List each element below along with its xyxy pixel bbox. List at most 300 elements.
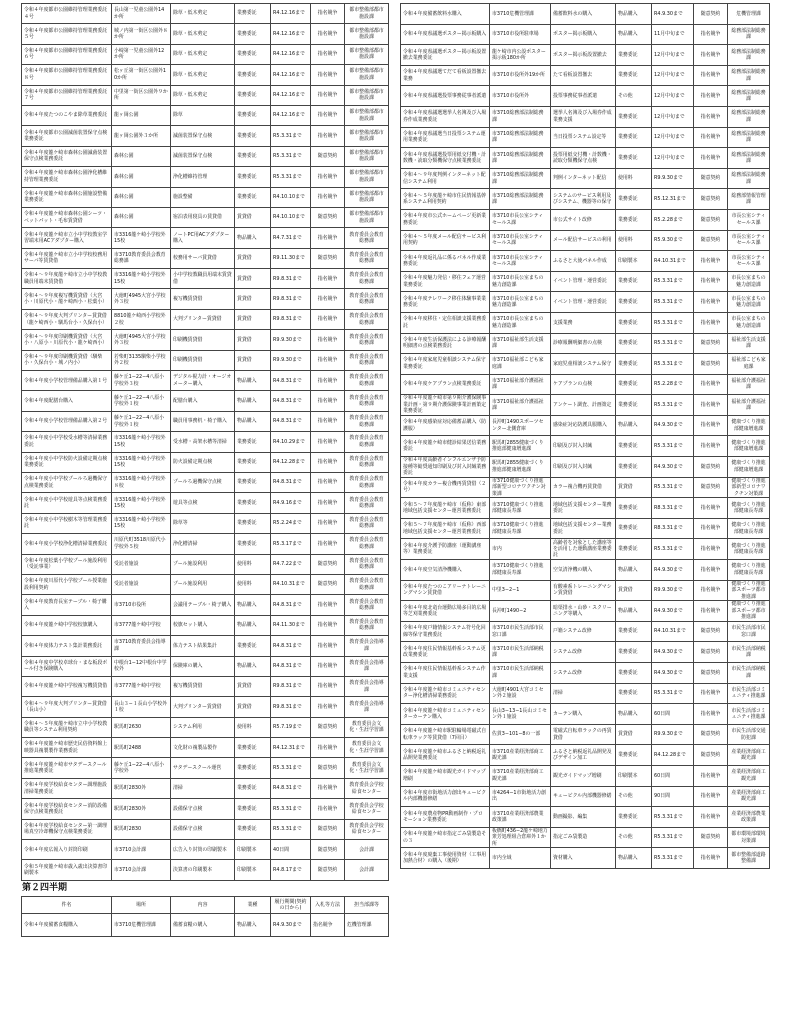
cell-location: 藤ケ丘1−22−4八原小学校外: [112, 758, 171, 778]
cell-period: R4.12.16まで: [271, 44, 311, 64]
cell-location: 市4264−1市街地活力創出: [490, 786, 551, 807]
cell-department: 市民生活部コミュニティ推進課: [728, 704, 770, 725]
cell-method: 随意契約: [694, 230, 728, 251]
cell-period: R4.10.10まで: [271, 207, 311, 227]
cell-department: 都市整備部都市施設課: [345, 105, 389, 125]
cell-department: 総務部情報管理課: [728, 189, 770, 210]
cell-location: 長沖町1490−2: [490, 601, 551, 622]
cell-period: R5.2.28まで: [652, 209, 694, 230]
cell-department: 教育委員会教育総務課: [345, 350, 389, 370]
header-category: 業種: [235, 896, 271, 913]
table-row: [401, 539, 770, 560]
cell-content: キュービクル内部機器修繕: [551, 786, 616, 807]
cell-period: R4.12.16まで: [271, 4, 311, 24]
cell-method: 指名競争: [311, 493, 345, 513]
cell-period: R9.8.31まで: [271, 289, 311, 309]
cell-location: 市内: [490, 539, 551, 560]
cell-subject: 令和４年度龍ケ崎中学校校旗購入: [22, 615, 112, 635]
cell-content: サタデースクール運営: [171, 758, 235, 778]
cell-method: 指名競争: [311, 350, 345, 370]
table-row: [22, 636, 389, 656]
table-row: [22, 778, 389, 798]
cell-content: プールろ過機保守点検: [171, 472, 235, 492]
cell-period: 40日間: [271, 840, 311, 860]
cell-subject: 令和４年度学校給食センター第一調理場真空冷却機保守点検業務委託: [22, 819, 112, 839]
cell-category: 使用料: [235, 574, 271, 594]
cell-category: 物品購入: [616, 560, 652, 581]
cell-subject: 令和４年度小中学校受水槽等清掃業務委託: [22, 432, 112, 452]
cell-category: 物品購入: [235, 411, 271, 431]
cell-category: 物品購入: [235, 615, 271, 635]
cell-department: 都市整備部都市施設課: [345, 44, 389, 64]
table-row: [22, 4, 389, 24]
cell-category: 業務委託: [235, 432, 271, 452]
cell-period: R5.3.31まで: [652, 354, 694, 375]
cell-subject: 令和４〜５年度メール配信サービス利用契約: [401, 230, 490, 251]
cell-content: 複写機賃貸借: [171, 676, 235, 696]
cell-department: 健康づくり推進部健康増進課: [728, 436, 770, 457]
cell-content: 備蓄飲料水の購入: [551, 4, 616, 25]
cell-department: 市長公室まちの魅力創造課: [728, 292, 770, 313]
cell-subject: 令和４〜９年度印刷機賃貸借（馴柴小・久保台小・城ノ内小）: [22, 350, 112, 370]
cell-period: R5.3.17まで: [271, 534, 311, 554]
cell-category: 業務委託: [616, 65, 652, 86]
cell-method: 指名競争: [311, 187, 345, 207]
cell-subject: 令和４年度戸籍情報システム符号化回線等保守業務委託: [401, 621, 490, 642]
cell-subject: 令和４年度小学校管理備品購入第１号: [22, 371, 112, 391]
table-row: [22, 126, 389, 146]
cell-method: 指名競争: [311, 676, 345, 696]
cell-location: 市3710市役所外: [490, 86, 551, 107]
cell-period: R5.3.31まで: [652, 333, 694, 354]
cell-category: 物品購入: [616, 415, 652, 436]
table-row: [401, 251, 770, 272]
cell-department: 都市整備部道路整備課: [728, 848, 770, 869]
table-row: [22, 819, 389, 839]
cell-location: 市3316龍ケ崎小学校外15校: [112, 269, 171, 289]
cell-content: 戸籍システム改修: [551, 621, 616, 642]
cell-location: 市3777龍ケ崎中学校: [112, 615, 171, 635]
cell-period: R4.9.30まで: [652, 642, 694, 663]
cell-subject: 令和４年度龍ケ崎市立小中学校校務用サーバ等賃貸借: [22, 248, 112, 268]
cell-location: 市3710会計課: [112, 840, 171, 860]
table-row: [22, 717, 389, 737]
cell-method: 随意契約: [311, 574, 345, 594]
cell-department: 健康づくり推進部健康増進課: [728, 415, 770, 436]
table-row: [22, 452, 389, 472]
cell-content: 除草・低木剪定: [171, 44, 235, 64]
cell-subject: 令和４年度広報入り封筒印刷: [22, 840, 112, 860]
cell-period: R4.8.31まで: [271, 391, 311, 411]
cell-subject: 令和４年度小学校浄化槽清掃業務委託: [22, 534, 112, 554]
cell-department: 教育委員会指導課: [345, 697, 389, 717]
cell-content: たて看板設置撤去: [551, 65, 616, 86]
table-row: [401, 168, 770, 189]
cell-department: 総務部法制総務課: [728, 86, 770, 107]
cell-category: 賃貸借: [235, 676, 271, 696]
table-row: [22, 309, 389, 329]
cell-method: 指名競争: [694, 395, 728, 416]
cell-category: 賃貸借: [616, 580, 652, 601]
cell-department: 市長公室シティセールス課: [728, 209, 770, 230]
cell-department: 健康づくり推進部健康増進課: [728, 457, 770, 478]
table-row: [401, 827, 770, 848]
cell-content: 体力テスト結果集計: [171, 636, 235, 656]
cell-category: 物品購入: [616, 601, 652, 622]
table-row: [22, 513, 389, 533]
cell-content: プール施設利用: [171, 574, 235, 594]
cell-subject: 令和４年度配膳台購入: [22, 391, 112, 411]
cell-subject: 令和４年度感染症対応備蓄品購入（防護服）: [401, 415, 490, 436]
cell-location: 駅馬町2855健康づくり推進部健康増進課: [490, 436, 551, 457]
table-row: [401, 498, 770, 519]
cell-department: 教育委員会教育総務課: [345, 248, 389, 268]
cell-location: 森林公園: [112, 207, 171, 227]
cell-method: 随意契約: [694, 354, 728, 375]
cell-location: 市3710福祉部介護福祉課: [490, 374, 551, 395]
cell-location: 川原代町3518川原代小学校外５校: [112, 534, 171, 554]
cell-department: 教育委員会教育総務課: [345, 289, 389, 309]
cell-period: R4.10.31まで: [271, 574, 311, 594]
cell-period: R5.3.31まで: [271, 758, 311, 778]
cell-method: 指名競争: [694, 704, 728, 725]
cell-method: 指名競争: [311, 309, 345, 329]
cell-period: R4.9.30まで: [652, 4, 694, 25]
table-row: [401, 601, 770, 622]
cell-method: 指名競争: [694, 45, 728, 66]
cell-category: 業務委託: [235, 534, 271, 554]
cell-content: 広告入り封筒の印刷製本: [171, 840, 235, 860]
cell-content: 除草・低木剪定: [171, 85, 235, 105]
table-row: [401, 642, 770, 663]
cell-category: 物品購入: [235, 371, 271, 391]
cell-category: 業務委託: [616, 436, 652, 457]
cell-category: 業務委託: [616, 457, 652, 478]
cell-location: 森林公園: [112, 187, 171, 207]
table-row: [401, 148, 770, 169]
cell-content: 会議用テーブル・椅子購入: [171, 595, 235, 615]
cell-subject: 令和４年度龍ケ崎市第９期介護保険事業計画・第９期介護保険事業計画策定業務委託: [401, 395, 490, 416]
cell-method: 指名競争: [694, 292, 728, 313]
cell-method: 随意契約: [694, 189, 728, 210]
cell-location: 龍ヶ岡公園外３か所: [112, 126, 171, 146]
cell-method: 随意契約: [694, 209, 728, 230]
table-row: [22, 574, 389, 594]
cell-category: 業務委託: [235, 636, 271, 656]
cell-period: R4.10.31まで: [652, 621, 694, 642]
cell-location: 大徳町4901大宮コミセン外２施設: [490, 683, 551, 704]
table-row: [22, 105, 389, 125]
cell-location: 市3710健康づくり推進部健康長寿課: [490, 518, 551, 539]
cell-location: 市3710健康づくり推進部健康長寿課: [490, 560, 551, 581]
cell-period: R5.7.19まで: [271, 717, 311, 737]
cell-content: 校務用サーバ賃貸借: [171, 248, 235, 268]
cell-category: 業務委託: [235, 44, 271, 64]
cell-department: 総務部法制総務課: [728, 24, 770, 45]
table-row: [401, 704, 770, 725]
cell-content: 除草・低木剪定: [171, 24, 235, 44]
cell-department: 健康づくり推進部健康長寿課: [728, 498, 770, 519]
cell-method: 随意契約: [694, 642, 728, 663]
cell-location: 大徳町4945大宮小学校外３校: [112, 330, 171, 350]
cell-department: 教育委員会文化・生涯学習課: [345, 758, 389, 778]
cell-category: 物品購入: [616, 4, 652, 25]
cell-location: 市3710市役所: [112, 595, 171, 615]
cell-subject: 令和４年度龍ケ崎市歴史民俗資料館上映器具複製製作業務委託: [22, 738, 112, 758]
cell-location: 小崎第一児童公園外12か所: [112, 44, 171, 64]
cell-period: R8.3.31まで: [652, 518, 694, 539]
cell-method: 指名競争: [694, 539, 728, 560]
cell-subject: 令和４年度県議選当日投票システム運用業務委託: [401, 127, 490, 148]
cell-subject: 令和４年度学校給食センター消防設備保守点検業務委託: [22, 799, 112, 819]
table-row: [401, 807, 770, 828]
cell-subject: 令和４年度住民情報基幹系システム作業支援: [401, 663, 490, 684]
cell-period: 12月中旬まで: [652, 45, 694, 66]
cell-subject: 令和４年度都市公園維持管理業務委託５号: [22, 24, 112, 44]
cell-method: 指名競争: [694, 312, 728, 333]
cell-content: 動画撮影、編集: [551, 807, 616, 828]
cell-location: 長山第一児童公園外14か所: [112, 4, 171, 24]
cell-period: R5.3.31まで: [652, 807, 694, 828]
cell-subject: 令和４年度移住・定住相談支援業務委託: [401, 312, 490, 333]
cell-period: R9.8.31まで: [271, 269, 311, 289]
cell-period: R5.3.31まで: [271, 819, 311, 839]
cell-period: R4.9.30まで: [652, 560, 694, 581]
cell-period: R9.9.30まで: [271, 330, 311, 350]
cell-location: 駅馬町2830: [112, 819, 171, 839]
cell-content: ポスター掲示板設置撤去: [551, 45, 616, 66]
cell-location: 市内全域: [490, 848, 551, 869]
cell-period: R9.11.30まで: [271, 248, 311, 268]
cell-category: 業務委託: [616, 45, 652, 66]
cell-department: 教育委員会教育総務課: [345, 534, 389, 554]
table-row: [22, 656, 389, 676]
cell-location: 市3710福祉部介護福祉課: [490, 395, 551, 416]
cell-location: 市3316龍ケ崎小学校外８校: [112, 472, 171, 492]
cell-location: 市3710総務部法制総務課: [490, 168, 551, 189]
cell-method: 指名競争: [311, 228, 345, 248]
cell-content: 複写機賃貸借: [171, 289, 235, 309]
cell-location: 市3710産業経済部商工観光課: [490, 765, 551, 786]
cell-department: 都市整備部都市施設課: [345, 65, 389, 85]
table-row: [22, 411, 389, 431]
cell-category: 使用料: [616, 168, 652, 189]
cell-department: 健康づくり推進部健康長寿課: [728, 560, 770, 581]
cell-content: 印刷及び封入封緘: [551, 436, 616, 457]
cell-category: 業務委託: [235, 758, 271, 778]
cell-method: 指名競争: [311, 697, 345, 717]
cell-subject: 令和４年度県議選選挙人名簿及び入場券作成業務委託: [401, 106, 490, 127]
cell-location: 市3710福祉部生活支援課: [490, 333, 551, 354]
cell-method: 指名競争: [311, 105, 345, 125]
cell-method: 指名競争: [694, 86, 728, 107]
table-header-row: [22, 896, 389, 913]
table-row: [22, 228, 389, 248]
cell-category: 使用料: [235, 717, 271, 737]
cell-department: 教育委員会教育総務課: [345, 574, 389, 594]
cell-department: 産業経済部商工観光課: [728, 765, 770, 786]
cell-department: 教育委員会指導課: [345, 636, 389, 656]
table-row: [401, 45, 770, 66]
cell-period: R5.3.31まで: [271, 799, 311, 819]
cell-content: 備蓄食糧の購入: [171, 913, 235, 936]
cell-subject: 令和４年度龍ケ崎市サタデースクール推進業務委託: [22, 758, 112, 778]
cell-content: 除草等: [171, 513, 235, 533]
cell-department: 教育委員会教育総務課: [345, 595, 389, 615]
cell-subject: 令和４年度農産物PR動画制作・プロモーション業務委託: [401, 807, 490, 828]
cell-content: 浄化槽清掃: [171, 534, 235, 554]
cell-method: 指名競争: [311, 636, 345, 656]
cell-category: 業務委託: [235, 819, 271, 839]
cell-method: 指名競争: [694, 580, 728, 601]
cell-location: 長沖町1490スポーツセンター北側倉庫: [490, 415, 551, 436]
cell-department: 教育委員会教育総務課: [345, 493, 389, 513]
cell-category: 業務委託: [616, 683, 652, 704]
cell-method: 指名競争: [311, 4, 345, 24]
cell-location: 市3710市民生活部納税課: [490, 642, 551, 663]
cell-department: 市民生活部納税課: [728, 642, 770, 663]
cell-method: 随意契約: [311, 207, 345, 227]
cell-content: 空気清浄機の購入: [551, 560, 616, 581]
cell-period: R5.3.31まで: [271, 126, 311, 146]
cell-department: 都市整備部都市施設課: [345, 207, 389, 227]
cell-department: 教育委員会教育総務課: [345, 615, 389, 635]
cell-category: 業務委託: [616, 271, 652, 292]
cell-method: 指名競争: [694, 106, 728, 127]
cell-method: 随意契約: [694, 724, 728, 745]
cell-method: 指名競争: [311, 411, 345, 431]
cell-department: 教育委員会教育総務課: [345, 513, 389, 533]
cell-method: 指名競争: [311, 913, 345, 936]
table-row: [401, 745, 770, 766]
cell-category: その他: [616, 786, 652, 807]
cell-subject: 令和４年度市街地活力創出キュービクル内部機器修繕: [401, 786, 490, 807]
cell-subject: 令和４年度小学校管理備品購入第２号: [22, 411, 112, 431]
cell-subject: 令和４年度廃棄工事使用資材（工事用加熱合材）の購入（後期）: [401, 848, 490, 869]
table-row: [22, 289, 389, 309]
cell-period: R5.3.31まで: [652, 436, 694, 457]
table-row: [401, 209, 770, 230]
cell-subject: 令和４〜９年度複写機賃貸借（大宮小・川原代小・龍ケ崎西小・松葉小）: [22, 289, 112, 309]
cell-category: 業務委託: [235, 513, 271, 533]
cell-method: 随意契約: [311, 554, 345, 574]
cell-content: 印刷及び封入封緘: [551, 457, 616, 478]
cell-period: R4.12.28まで: [271, 452, 311, 472]
cell-subject: 令和４年度県議選てだて看板設置撤去業務: [401, 65, 490, 86]
cell-department: 市民生活部交通防犯課: [728, 724, 770, 745]
table-row: [401, 518, 770, 539]
cell-period: R4.8.31まで: [271, 778, 311, 798]
cell-period: R5.12.31まで: [652, 189, 694, 210]
cell-category: 物品購入: [235, 391, 271, 411]
cell-content: ポスター掲示板購入: [551, 24, 616, 45]
cell-department: 危機管理課: [345, 913, 389, 936]
cell-period: R4.10.31まで: [652, 251, 694, 272]
cell-period: R5.3.31まで: [652, 683, 694, 704]
cell-method: 指名競争: [311, 126, 345, 146]
cell-department: 都市環境部環境対策課: [728, 827, 770, 848]
cell-subject: 令和４年度カラー複合機再賃貸借（２号）: [401, 477, 490, 498]
table-row: [22, 24, 389, 44]
cell-department: 市長公室まちの魅力創造課: [728, 271, 770, 292]
cell-category: 業務委託: [616, 354, 652, 375]
cell-content: メール配信サービスの利用: [551, 230, 616, 251]
cell-period: R4.8.31まで: [271, 595, 311, 615]
cell-category: 物品購入: [616, 24, 652, 45]
cell-department: 市民生活部コミュニティ推進課: [728, 683, 770, 704]
cell-subject: 令和４年度小中学校樹木等管理業務委託: [22, 513, 112, 533]
cell-location: 市3710市役所外19か所: [490, 65, 551, 86]
cell-subject: 令和５〜７年度龍ケ崎市（仮称）西部地域包括支援センター運営業務委託: [401, 518, 490, 539]
cell-department: 教育委員会教育総務課: [345, 452, 389, 472]
cell-subject: 令和４年度空気清浄機購入: [401, 560, 490, 581]
cell-department: 総務部法制総務課: [728, 106, 770, 127]
cell-location: 若柴町3135馴柴小学校外２校: [112, 350, 171, 370]
cell-subject: 令和４年度住民情報基幹系システム更改業務委託: [401, 642, 490, 663]
cell-department: 教育委員会教育総務課: [345, 269, 389, 289]
cell-department: 教育委員会学校給食センター: [345, 778, 389, 798]
table-row: [22, 207, 389, 227]
cell-subject: 令和４年度県議選ポスター掲示板購入: [401, 24, 490, 45]
table-row: [22, 146, 389, 166]
cell-content: 家庭児童相談システム保守: [551, 354, 616, 375]
cell-department: 産業経済部商工観光課: [728, 786, 770, 807]
cell-location: 板橋町436−2龍ケ崎地力衆芳処理組合倉庫外１か所: [490, 827, 551, 848]
cell-category: 業務委託: [235, 146, 271, 166]
table-row: [401, 230, 770, 251]
table-row: [401, 65, 770, 86]
procurement-table-q2: [21, 896, 389, 937]
cell-category: 業務委託: [616, 127, 652, 148]
cell-location: 8810龍ケ崎西小学校外２校: [112, 309, 171, 329]
cell-category: 印刷製本: [616, 251, 652, 272]
cell-subject: 令和４年度備蓄飲料水購入: [401, 4, 490, 25]
cell-method: 随意契約: [694, 333, 728, 354]
cell-period: R5.9.30まで: [652, 230, 694, 251]
cell-content: 有酸素系トレーニングマシン賃貸借: [551, 580, 616, 601]
cell-subject: 令和４年度備蓄食糧購入: [22, 913, 112, 936]
cell-subject: 令和４年度龍ケ崎市コミュニティセンターカーテン購入: [401, 704, 490, 725]
cell-content: システムのサービス利用及びシステム、機器等の保守: [551, 189, 616, 210]
cell-content: 宿泊表用寝具の賃貸借: [171, 207, 235, 227]
cell-content: 除草・低木剪定: [171, 4, 235, 24]
cell-subject: 令和４年度家庭児童相談システム保守業務委託: [401, 354, 490, 375]
cell-department: 教育委員会教育総務課: [345, 432, 389, 452]
cell-method: 指名競争: [311, 534, 345, 554]
cell-subject: 令和４年度小中学校遊具等点検業務委託: [22, 493, 112, 513]
cell-method: 指名競争: [311, 289, 345, 309]
cell-category: 業務委託: [235, 105, 271, 125]
cell-method: 指名競争: [311, 656, 345, 676]
cell-method: 指名競争: [311, 167, 345, 187]
cell-subject: 令和４年度川原代小学校プール授業施設利用契約: [22, 574, 112, 594]
table-row: [401, 271, 770, 292]
table-row: [22, 330, 389, 350]
cell-category: 業務委託: [616, 374, 652, 395]
cell-subject: 令和４年度高齢者インフルエンザ予防接種等勧奨通知印刷及び封入封緘業務委託: [401, 457, 490, 478]
cell-location: 市3710教育委員会指導課: [112, 636, 171, 656]
cell-department: 教育委員会教育総務課: [345, 330, 389, 350]
cell-category: 業務委託: [235, 472, 271, 492]
cell-location: 市3710会計課: [112, 860, 171, 880]
cell-period: R4.12.31まで: [271, 738, 311, 758]
cell-location: 市3710総務部法制総務課: [490, 127, 551, 148]
cell-content: 職員用事務机・椅子購入: [171, 411, 235, 431]
cell-category: 業務委託: [616, 333, 652, 354]
cell-subject: 令和４年度龍ケ崎市駅駐輪場電磁式自転車ラック等賃貸借（7回目）: [401, 724, 490, 745]
table-row: [401, 24, 770, 45]
cell-period: R4.12.16まで: [271, 105, 311, 125]
